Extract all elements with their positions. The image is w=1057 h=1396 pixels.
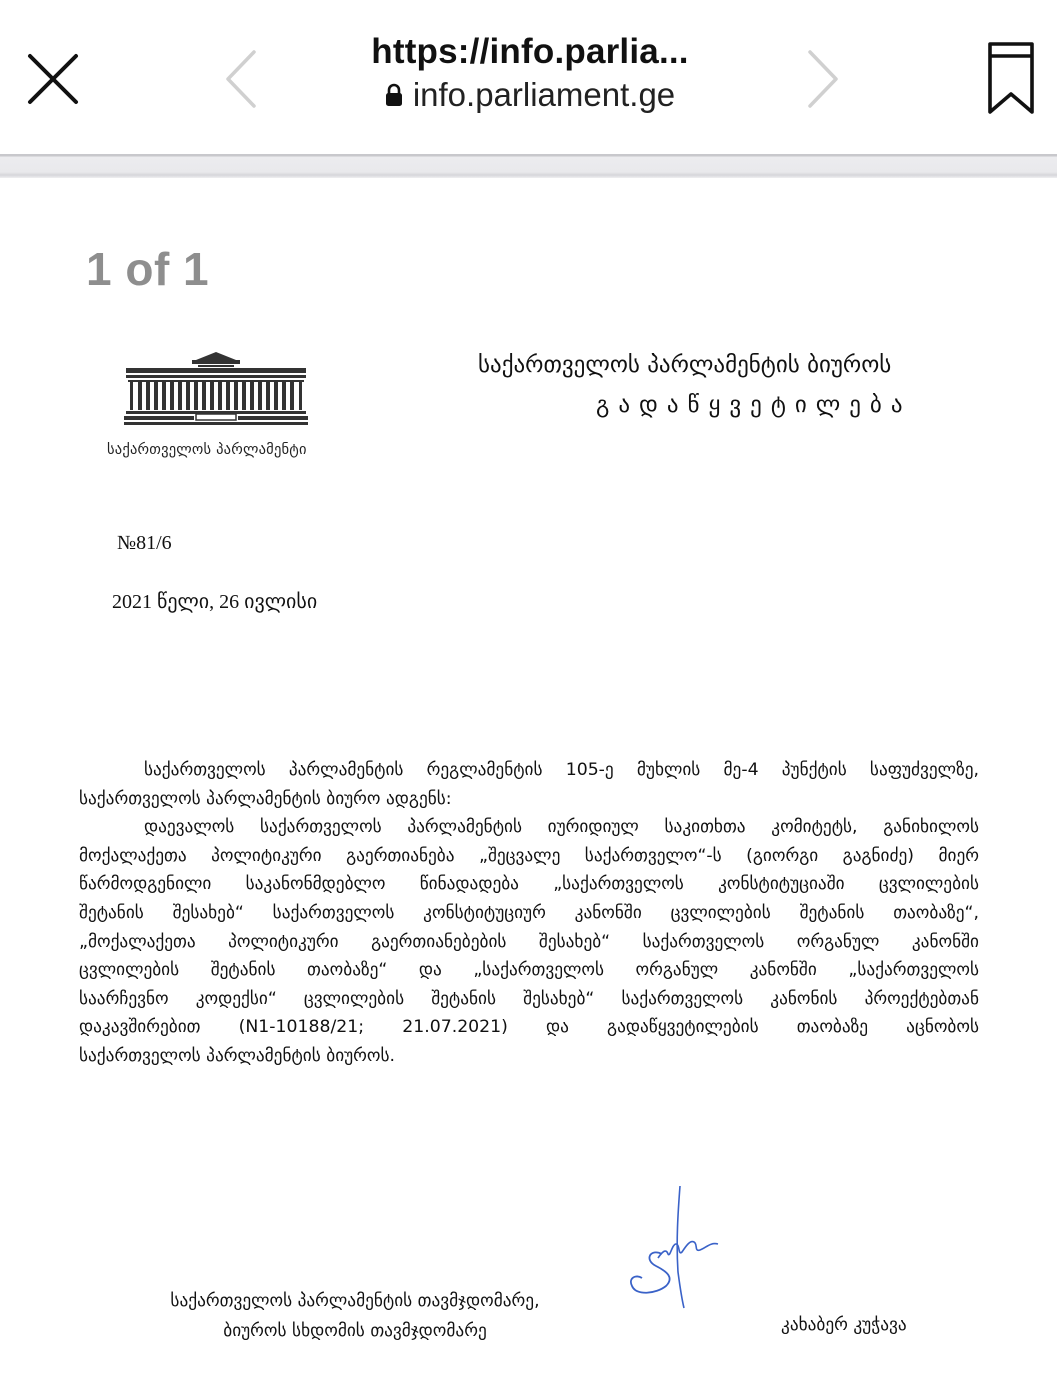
body-line: წარმოდგენილი საკანონმდებლო წინადადება „საქართველოს კონსტიტუციაში ცვლილების [79, 874, 979, 895]
document-date: 2021 წელი, 26 ივლისი [112, 591, 318, 613]
domain-text: info.parliament.ge [412, 76, 676, 113]
chevron-left-icon [222, 48, 262, 110]
close-button[interactable] [26, 52, 82, 108]
title-line-1: საქართველოს პარლამენტის ბიუროს [478, 352, 892, 378]
body-line: საქართველოს პარლამენტის ბიუროს. [79, 1045, 396, 1066]
signatory-title-line-1: საქართველოს პარლამენტის თავმჯდომარე, [170, 1291, 540, 1311]
signatory-title [140, 1286, 570, 1346]
body-line: დაევალოს საქართველოს პარლამენტის იურიდიულ საკითხთა კომიტეტს, განიხილოს [144, 817, 979, 838]
title-line-2: გადაწყვეტილება [596, 392, 912, 418]
body-line: დაკავშირებით (N1-10188/21; 21.07.2021) და გადაწყვეტილების თაობაზე აცნობოს [79, 1017, 979, 1038]
document-title [478, 345, 968, 425]
body-line: მოქალაქეთა პოლიტიკური გაერთიანება „შეცვალე საქართველო“-ს (გიორგი გაგნიძე) მიერ [79, 845, 979, 866]
bookmark-icon [986, 40, 1036, 116]
body-line: საქართველოს პარლამენტის რეგლამენტის 105-ე მუხლის მე-4 პუნქტის საფუძველზე, [144, 760, 979, 780]
body-line: „მოქალაქეთა პოლიტიკური გაერთიანებების შესახებ“ საქართველოს ორგანულ კანონში [79, 931, 979, 952]
bookmark-button[interactable] [986, 40, 1036, 116]
address-bar[interactable] [300, 30, 760, 116]
document-number: №81/6 [117, 532, 172, 554]
document-body [79, 756, 979, 1071]
forward-button[interactable] [802, 48, 842, 110]
body-line: საარჩევნო კოდექსი“ ცვლილების შეტანის შესახებ“ საქართველოს კანონის პროექტებთან [79, 988, 979, 1009]
logo-caption: საქართველოს პარლამენტი [107, 442, 307, 458]
body-line: ცვლილების შეტანის თაობაზე“ და „საქართველოს ორგანულ კანონში „საქართველოს [79, 960, 979, 981]
signatory-title-line-2: ბიუროს სხდომის თავმჯდომარე [223, 1321, 487, 1341]
parliament-building-logo [124, 348, 308, 428]
signatory-name: კახაბერ კუჭავა [781, 1315, 907, 1335]
toolbar-divider [0, 154, 1057, 178]
close-icon [26, 52, 82, 108]
chevron-right-icon [802, 48, 842, 110]
body-line: საქართველოს პარლამენტის ბიურო ადგენს: [79, 788, 452, 809]
url-domain [385, 74, 675, 116]
body-line: შეტანის შესახებ“ საქართველოს კონსტიტუციურ კანონში ცვლილების შეტანის თაობაზე“, [79, 902, 979, 923]
back-button[interactable] [222, 48, 262, 110]
lock-icon [385, 83, 403, 107]
page-counter: 1 of 1 [86, 243, 210, 295]
browser-toolbar [0, 0, 1057, 155]
url-title: https://info.parlia... [371, 32, 689, 71]
handwritten-signature [628, 1182, 728, 1312]
